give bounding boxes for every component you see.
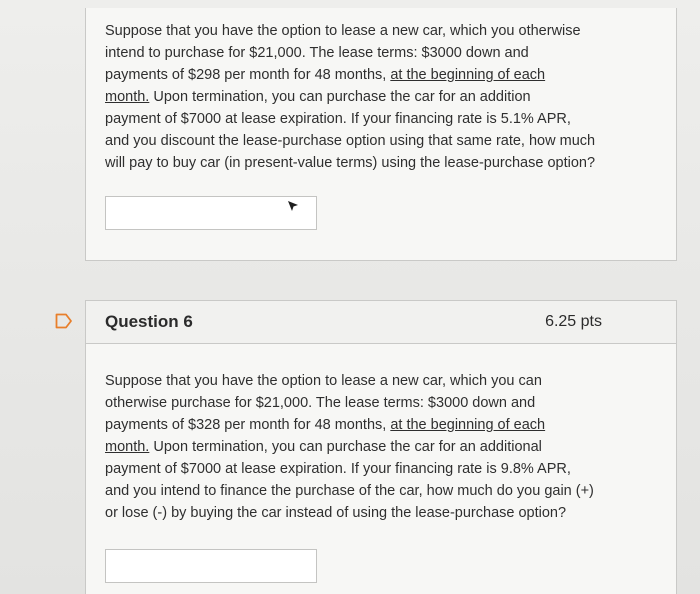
question-5-answer-input[interactable]: [105, 196, 317, 230]
question-6-points: 6.25 pts: [545, 313, 602, 330]
question-5-card: [85, 8, 677, 261]
question-6-title: Question 6: [105, 312, 193, 331]
flag-question-icon[interactable]: [55, 313, 73, 329]
question-6-text: Suppose that you have the option to lease a new car, which you can otherwise purchase for $21,000. The lease terms: $3000 down and payments of $328 per month for 48 months, at the beginning of each month. Upon termination, you can purchase the car for an additional payment of $7000 at lease expiration. If your financing rate is 9.8% APR, and you intend to finance the purchase of the car, how much do you gain (+) or lose (-) by buying the car instead of using the lease-purchase option?: [105, 373, 594, 521]
mouse-cursor-icon: [286, 199, 300, 213]
question-6-answer-input[interactable]: [105, 549, 317, 583]
question-6-header: [85, 300, 677, 344]
question-5-text: Suppose that you have the option to lease a new car, which you otherwise intend to purchase for $21,000. The lease terms: $3000 down and payments of $298 per month for 48 months, at the beginning of each month. Upon termination, you can purchase the car for an addition payment of $7000 at lease expiration. If your financing rate is 5.1% APR, and you discount the lease-purchase option using that same rate, how much will pay to buy car (in present-value terms) using the lease-purchase option?: [105, 23, 596, 171]
question-6-card: [85, 343, 677, 594]
